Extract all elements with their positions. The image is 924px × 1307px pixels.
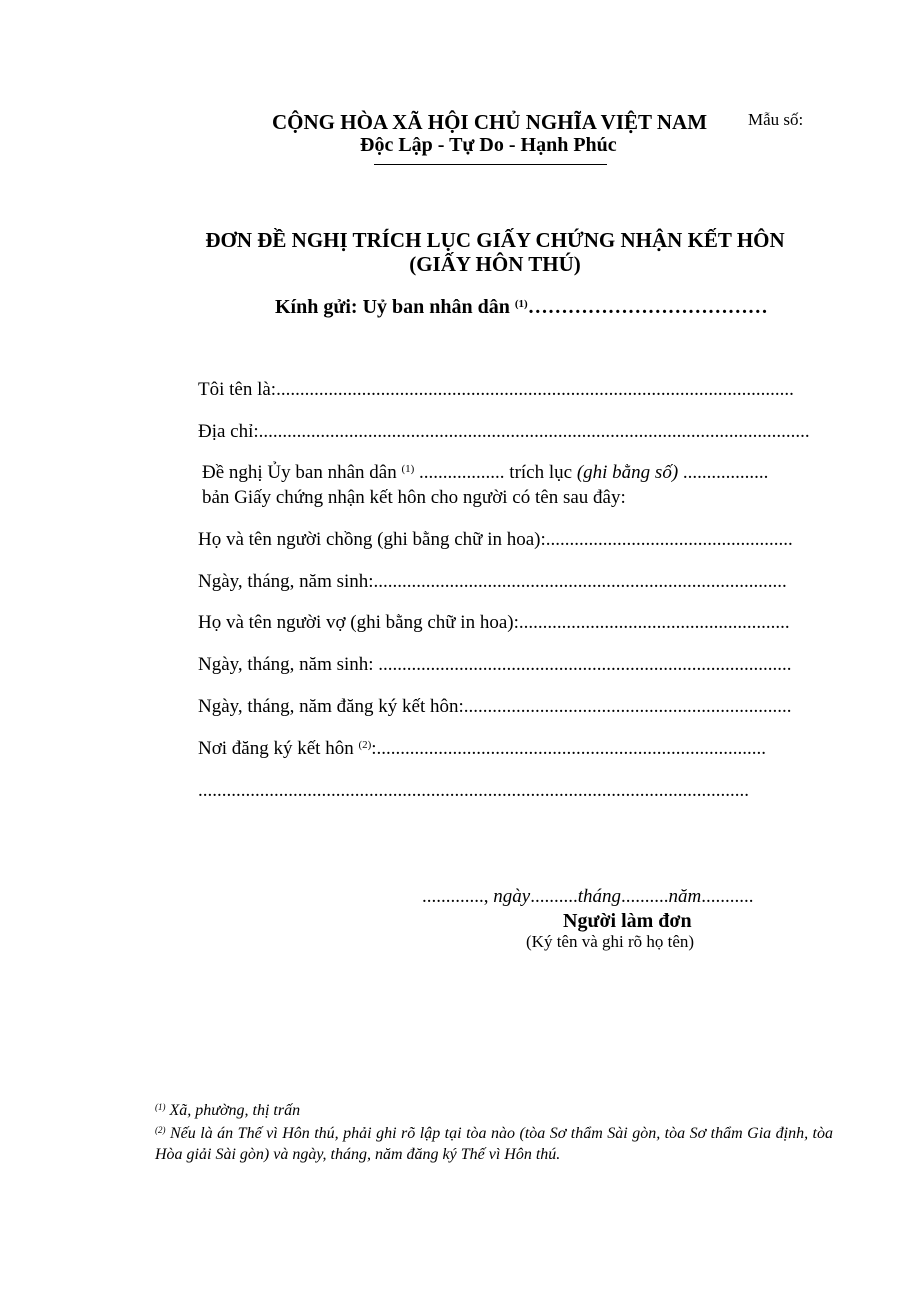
- date-month-label: tháng: [577, 886, 621, 907]
- footnote-ref: (2): [358, 739, 372, 751]
- addressee-prefix: Kính gửi: Uỷ ban nhân dân: [275, 296, 510, 318]
- form-number-label: Mẫu số:: [748, 110, 804, 129]
- request-line: [202, 462, 768, 484]
- field-address: Địa chỉ:....................................................................................................................: [198, 421, 810, 442]
- footnote-ref: (1): [401, 463, 415, 475]
- date-month-blank: ..........: [620, 886, 669, 907]
- document-subtitle: (GIẤY HÔN THÚ): [409, 252, 581, 276]
- field-husband-dob: Ngày, tháng, năm sinh:.......................................................................................: [198, 571, 787, 592]
- footnote-2: [155, 1123, 833, 1165]
- field-wife-name: Họ và tên người vợ (ghi bằng chữ in hoa):.........................................................: [198, 612, 790, 633]
- footnote-marker: (1): [155, 1102, 166, 1112]
- motto-heading: Độc Lập - Tự Do - Hạnh Phúc: [360, 134, 617, 156]
- signer-title: Người làm đơn: [563, 910, 692, 932]
- footnote-1: [155, 1102, 300, 1120]
- date-year-blank: ...........: [701, 886, 754, 907]
- field-marriage-place: [198, 738, 766, 760]
- document-title: ĐƠN ĐỀ NGHỊ TRÍCH LỤC GIẤY CHỨNG NHẬN KẾT HÔN: [205, 228, 785, 252]
- footnote-text: Xã, phường, thị trấn: [165, 1102, 301, 1119]
- signature-date: [422, 886, 753, 908]
- nation-heading: CỘNG HÒA XÃ HỘI CHỦ NGHĨA VIỆT NAM: [272, 110, 708, 134]
- request-text: Đề nghị Ủy ban nhân dân: [202, 462, 397, 483]
- date-day-label: ngày: [493, 886, 531, 907]
- addressee-line: [275, 296, 768, 319]
- marriage-place-label: Nơi đăng ký kết hôn: [198, 738, 354, 759]
- date-year-label: năm: [668, 886, 702, 907]
- request-text-2: .................. trích lục: [414, 462, 577, 483]
- field-wife-dob: Ngày, tháng, năm sinh: .......................................................................................: [198, 654, 792, 675]
- signer-note: (Ký tên và ghi rõ họ tên): [526, 932, 695, 951]
- field-husband-name: Họ và tên người chồng (ghi bằng chữ in hoa):....................................................: [198, 529, 793, 550]
- field-marriage-date: Ngày, tháng, năm đăng ký kết hôn:.....................................................................: [198, 696, 792, 717]
- field-name: Tôi tên là:.............................................................................................................: [198, 379, 794, 400]
- request-italic: (ghi bằng số): [576, 462, 679, 483]
- footnote-marker: (2): [155, 1125, 166, 1135]
- date-day-blank: ..........: [530, 886, 578, 907]
- addressee-blank: ………………………………: [527, 296, 768, 318]
- field-blank-line: ....................................................................................................................: [198, 780, 749, 801]
- marriage-place-blank: :..................................................................................: [371, 738, 767, 759]
- header-underline: [374, 164, 607, 165]
- date-place-blank: .............,: [422, 886, 494, 907]
- request-text-3: ..................: [678, 462, 769, 483]
- footnote-text: Nếu là án Thế vì Hôn thú, phải ghi rõ lập tại tòa nào (tòa Sơ thẩm Sài gòn, tòa Sơ thẩm Gia định, tòa Hòa giải Sài gòn) và ngày, tháng, năm đăng ký Thế vì Hôn thú.: [155, 1125, 833, 1163]
- footnote-ref: (1): [514, 298, 528, 310]
- request-line-2: bản Giấy chứng nhận kết hôn cho người có tên sau đây:: [202, 487, 626, 508]
